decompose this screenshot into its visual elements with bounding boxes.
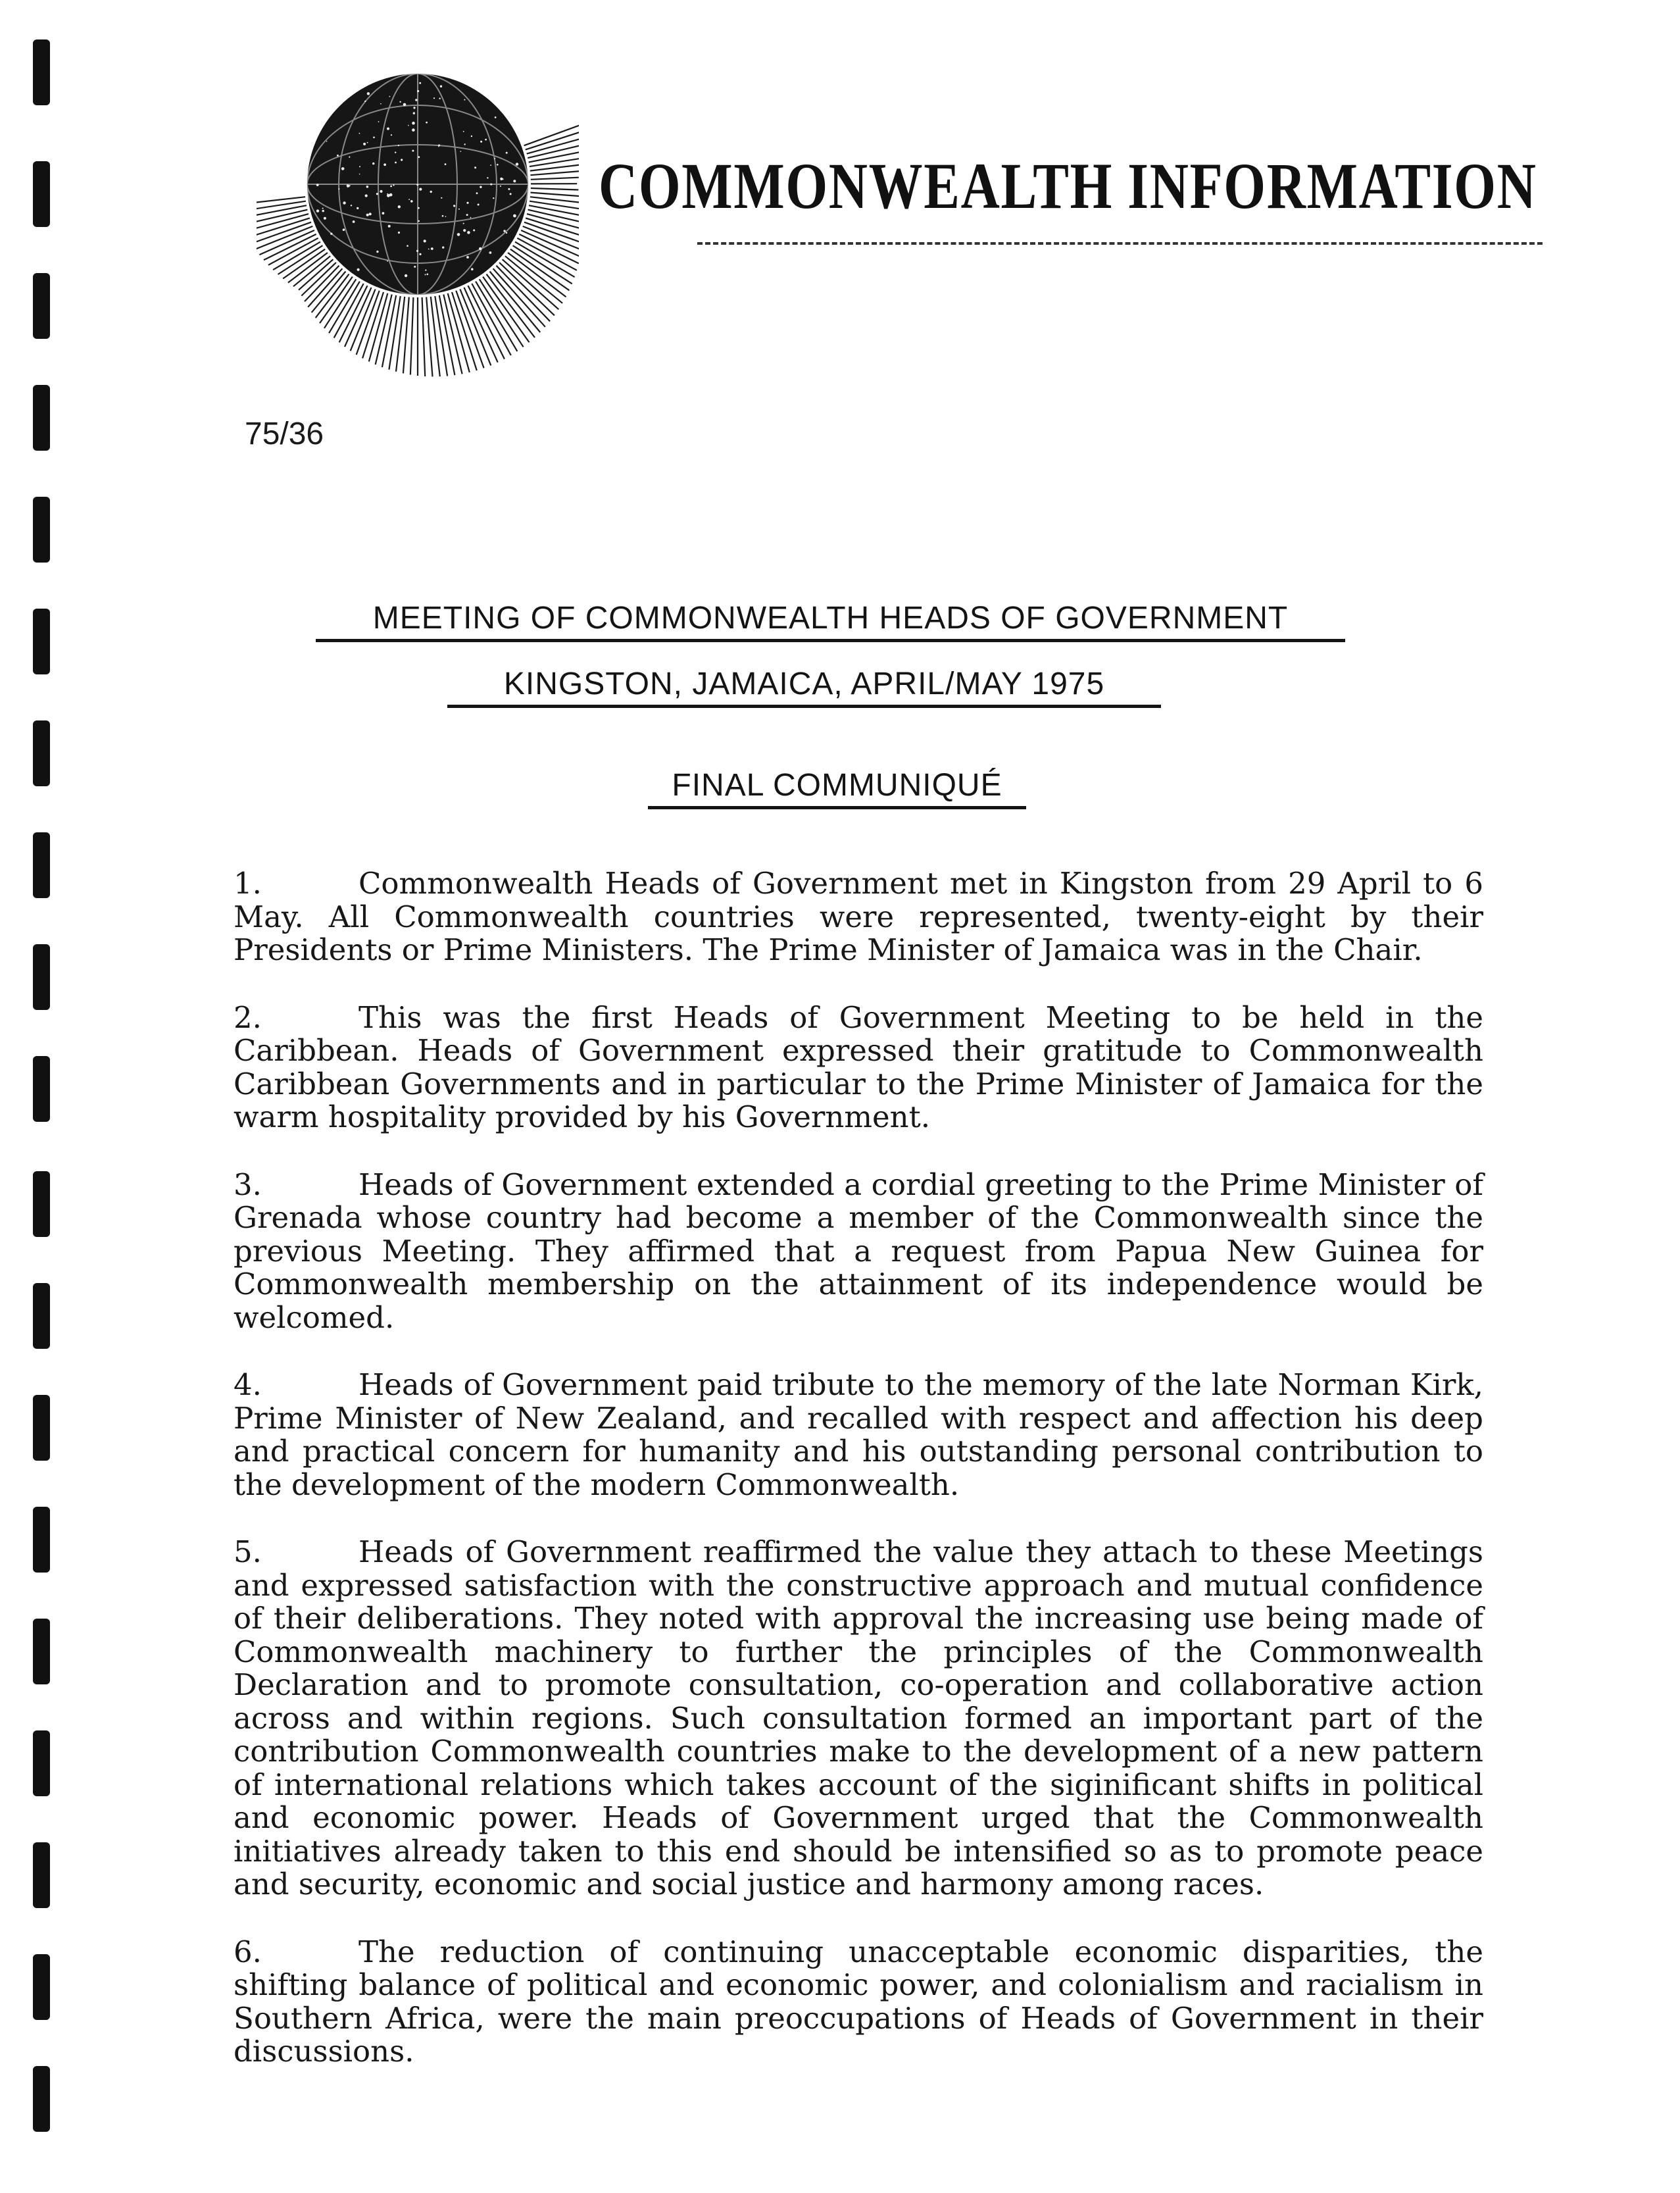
paragraph-number: 3.: [234, 1167, 262, 1202]
paragraph-number: 5.: [234, 1534, 262, 1569]
masthead-title: COMMONWEALTH INFORMATION: [599, 149, 1537, 222]
communique-body: [234, 867, 1483, 2103]
document-heading: FINAL COMMUNIQUÉ: [648, 767, 1026, 809]
paragraph-number: 2.: [234, 999, 262, 1035]
paragraph-2: [234, 1001, 1483, 1134]
masthead-rule: [697, 242, 1543, 245]
reference-number: 75/36: [245, 416, 324, 451]
paragraph-5: [234, 1536, 1483, 1902]
meeting-heading: MEETING OF COMMONWEALTH HEADS OF GOVERNMENT: [316, 600, 1345, 642]
paragraph-text: Heads of Government extended a cordial greeting to the Prime Minister of Grenada whose country had become a member of the Commonwealth since the previous Meeting. They affirmed that a request from Papua New Guinea for Commonwealth membership on the attainment of its independence would be welcomed.: [234, 1167, 1483, 1335]
commonwealth-globe-logo-icon: [257, 30, 579, 391]
paragraph-4: [234, 1369, 1483, 1501]
paragraph-number: 4.: [234, 1367, 262, 1402]
paragraph-text: This was the first Heads of Government Meeting to be held in the Caribbean. Heads of Government expressed their gratitude to Commonwealth Caribbean Governments and in particular to the Prime Minister of Jamaica for the warm hospitality provided by his Government.: [234, 999, 1483, 1134]
paragraph-text: Commonwealth Heads of Government met in Kingston from 29 April to 6 May. All Commonwealth countries were represented, twenty-eight by their Presidents or Prime Ministers. The Prime Minister of Jamaica was in the Chair.: [234, 866, 1483, 967]
location-heading: KINGSTON, JAMAICA, APRIL/MAY 1975: [447, 666, 1161, 708]
paragraph-number: 6.: [234, 1934, 262, 1969]
paragraph-text: Heads of Government reaffirmed the value they attach to these Meetings and expressed satisfaction with the constructive approach and mutual confidence of their deliberations. They noted with approval the increasing use being made of Commonwealth machinery to further the principles of the Commonwealth Declaration and to promote consultation, co-operation and collaborative action across and within regions. Such consultation formed an important part of the contribution Commonwealth countries make to the development of a new pattern of international relations which takes account of the siginificant shifts in political and economic power. Heads of Government urged that the Commonwealth initiatives already taken to this end should be intensified so as to promote peace and security, economic and social justice and harmony among races.: [234, 1534, 1483, 1902]
paragraph-1: [234, 867, 1483, 967]
paragraph-text: The reduction of continuing unacceptable economic disparities, the shifting balance of political and economic power, and colonialism and racialism in Southern Africa, were the main preoccupations of Heads of Government in their discussions.: [234, 1934, 1483, 2069]
paragraph-6: [234, 1936, 1483, 2069]
paragraph-3: [234, 1169, 1483, 1335]
paragraph-number: 1.: [234, 866, 262, 901]
paragraph-text: Heads of Government paid tribute to the memory of the late Norman Kirk, Prime Minister of New Zealand, and recalled with respect and affection his deep and practical concern for humanity and his outstanding personal contribution to the development of the modern Commonwealth.: [234, 1367, 1483, 1502]
